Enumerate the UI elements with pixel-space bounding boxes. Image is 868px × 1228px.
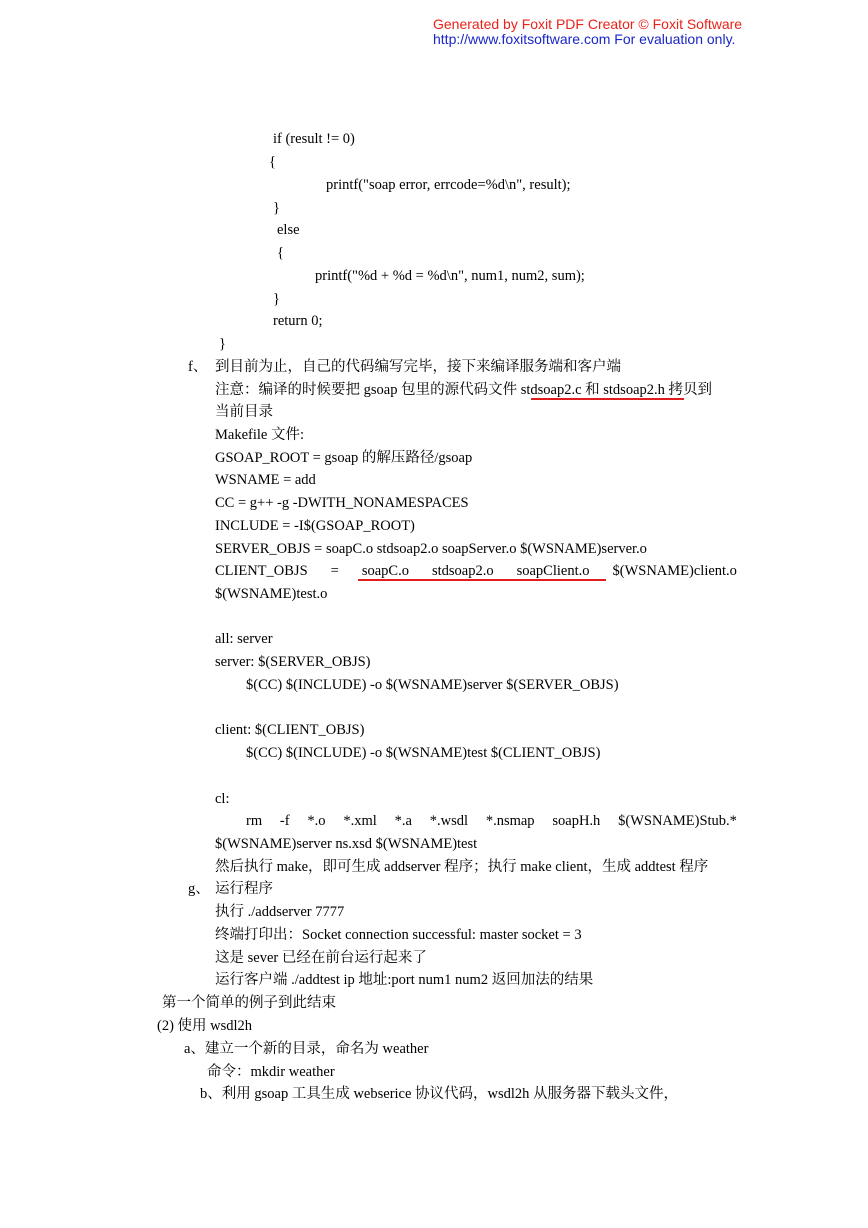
note-underline	[531, 398, 684, 400]
note-line: 注意：编译的时候要把 gsoap 包里的源代码文件 stdsoap2.c 和 stdsoap2.h 拷贝到	[215, 382, 713, 398]
token: $(WSNAME)client.o	[612, 563, 737, 579]
step-b-text: b、利用 gsoap 工具生成 webserice 协议代码，wsdl2h 从服务器下载头文件，	[200, 1086, 679, 1102]
token: soapClient.o	[516, 563, 590, 579]
token: *.a	[394, 813, 412, 829]
step-g-text: 运行程序	[215, 881, 273, 897]
code-line: if (result != 0)	[273, 131, 355, 147]
code-line: else	[277, 222, 300, 238]
code-line: }	[273, 200, 280, 216]
list-marker-f: f、	[188, 359, 208, 375]
makefile-line: WSNAME = add	[215, 472, 316, 488]
makefile-line: all: server	[215, 631, 273, 647]
run-line: 终端打印出：Socket connection successful: master socket = 3	[215, 927, 582, 943]
makefile-line: $(WSNAME)test.o	[215, 586, 328, 602]
section-end-text: 第一个简单的例子到此结束	[162, 995, 336, 1011]
code-line: printf("soap error, errcode=%d\n", result);	[326, 177, 571, 193]
token: *.nsmap	[485, 813, 535, 829]
code-line: }	[219, 336, 226, 352]
note-line-2: 当前目录	[215, 404, 273, 420]
client-objs-line	[215, 562, 737, 580]
token: =	[330, 563, 339, 579]
makefile-line: INCLUDE = -I$(GSOAP_ROOT)	[215, 518, 415, 534]
makefile-line: $(CC) $(INCLUDE) -o $(WSNAME)server $(SERVER_OBJS)	[246, 677, 619, 693]
token: *.o	[307, 813, 326, 829]
list-marker-g: g、	[188, 881, 210, 897]
code-line: return 0;	[273, 313, 323, 329]
token: -f	[279, 813, 290, 829]
run-line: 这是 sever 已经在前台运行起来了	[215, 950, 427, 966]
token: soapH.h	[552, 813, 601, 829]
token: rm	[246, 813, 263, 829]
token: stdsoap2.o	[431, 563, 494, 579]
makefile-line: $(CC) $(INCLUDE) -o $(WSNAME)test $(CLIENT_OBJS)	[246, 745, 601, 761]
watermark-line-1: Generated by Foxit PDF Creator © Foxit Software	[433, 16, 743, 32]
makefile-line: GSOAP_ROOT = gsoap 的解压路径/gsoap	[215, 450, 473, 466]
token: soapC.o	[361, 563, 409, 579]
after-make-line: 然后执行 make，即可生成 addserver 程序；执行 make client，生成 addtest 程序	[215, 859, 709, 875]
makefile-line: cl:	[215, 791, 230, 807]
run-line: 运行客户端 ./addtest ip 地址:port num1 num2 返回加法的结果	[215, 972, 594, 988]
step-a-command: 命令：mkdir weather	[207, 1064, 335, 1080]
code-line: printf("%d + %d = %d\n", num1, num2, sum);	[315, 268, 585, 284]
run-line: 执行 ./addserver 7777	[215, 904, 345, 920]
makefile-line: $(WSNAME)server ns.xsd $(WSNAME)test	[215, 836, 478, 852]
makefile-label: Makefile 文件:	[215, 427, 304, 443]
token: $(WSNAME)Stub.*	[618, 813, 737, 829]
section-heading: (2) 使用 wsdl2h	[157, 1018, 253, 1034]
makefile-line: CC = g++ -g -DWITH_NONAMESPACES	[215, 495, 469, 511]
watermark-line-2: http://www.foxitsoftware.com For evaluation only.	[433, 31, 736, 47]
token: *.wsdl	[429, 813, 468, 829]
rm-line	[246, 812, 737, 830]
makefile-line: client: $(CLIENT_OBJS)	[215, 722, 365, 738]
client-objs-underline	[358, 579, 606, 581]
token: *.xml	[343, 813, 377, 829]
step-f-text: 到目前为止，自己的代码编写完毕，接下来编译服务端和客户端	[215, 359, 621, 375]
code-line: }	[273, 291, 280, 307]
makefile-line: SERVER_OBJS = soapC.o stdsoap2.o soapServer.o $(WSNAME)server.o	[215, 541, 647, 557]
code-line: {	[277, 245, 284, 261]
makefile-line: server: $(SERVER_OBJS)	[215, 654, 371, 670]
step-a-text: a、建立一个新的目录，命名为 weather	[184, 1041, 429, 1057]
code-line: {	[269, 154, 276, 170]
token: CLIENT_OBJS	[215, 563, 308, 579]
